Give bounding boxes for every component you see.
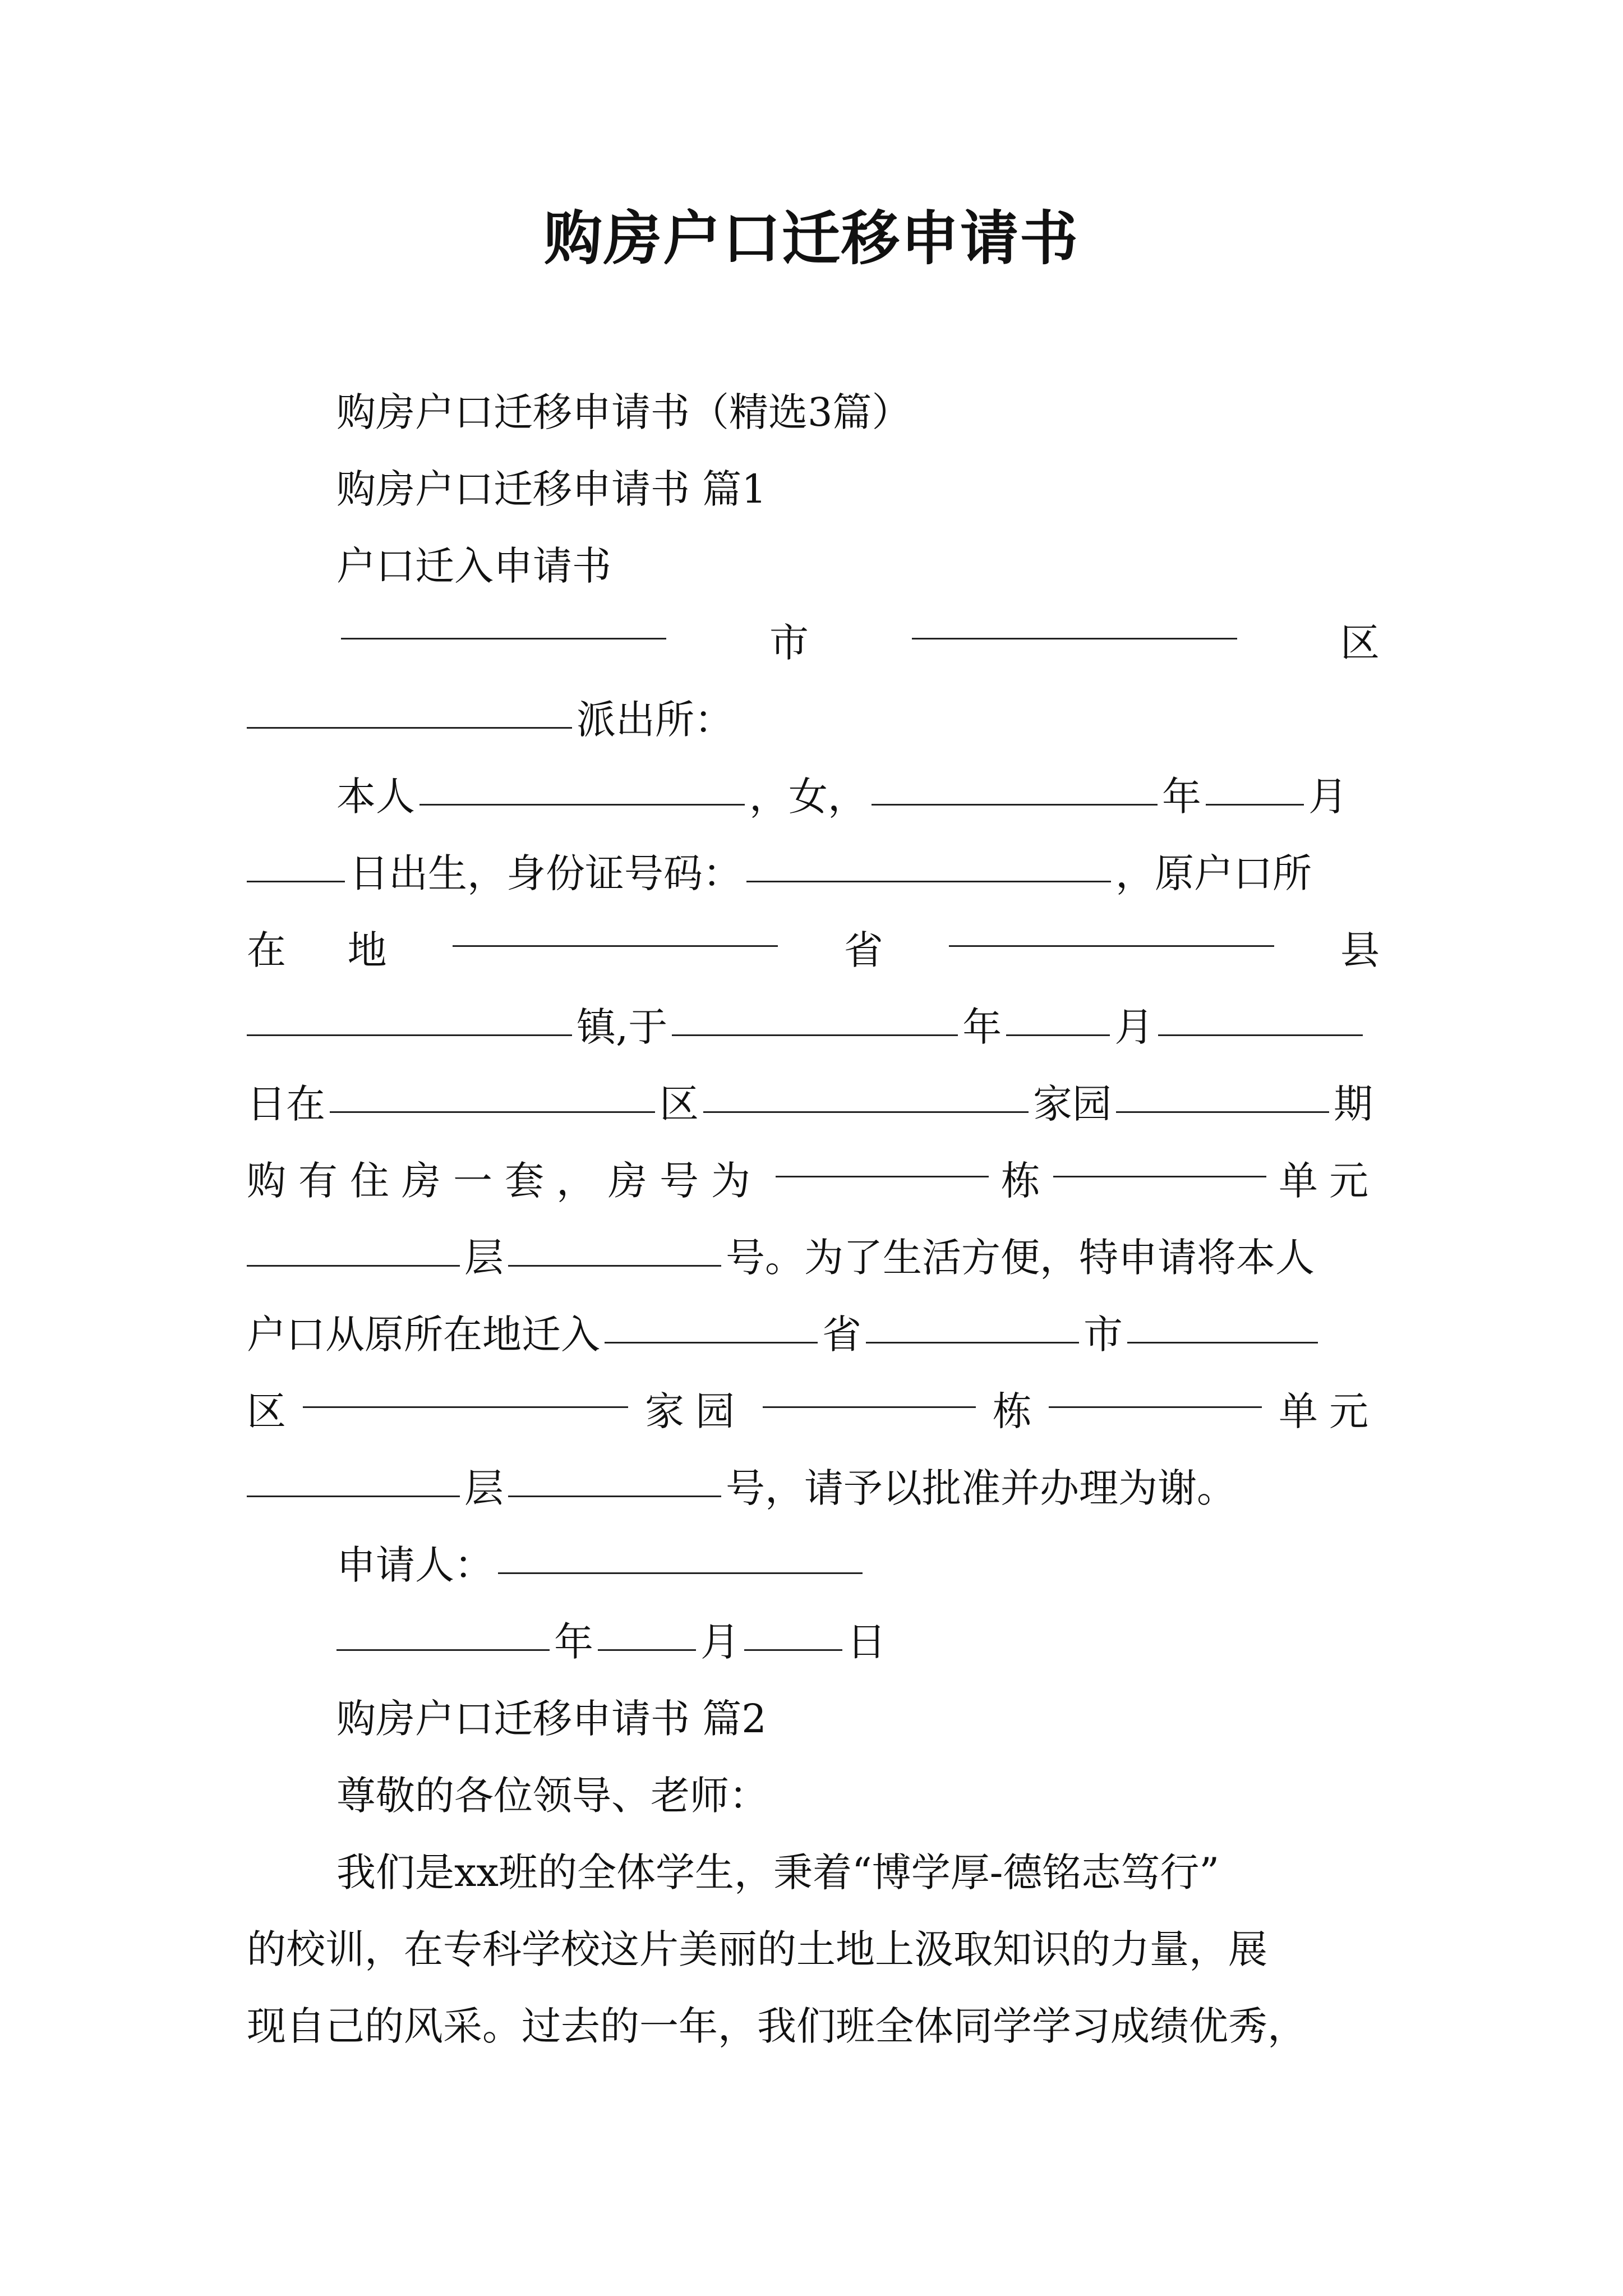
purchase-line-2	[247, 1220, 1380, 1296]
label-qu3: 区	[247, 1388, 286, 1434]
paragraph-line: 的校训，在专科学校这片美丽的土地上汲取知识的力量，展	[247, 1926, 1267, 1972]
label-xian: 县	[1340, 927, 1380, 973]
label-ri-zai: 日在	[247, 1081, 325, 1127]
label-gou-you: 购有住房一套，房号为	[247, 1158, 763, 1204]
blank-birth-year	[872, 804, 1158, 806]
blank-garden	[703, 1111, 1029, 1113]
label-benren: 本人	[336, 774, 415, 820]
blank-room	[508, 1265, 721, 1267]
label-sign-ri: 日	[847, 1619, 886, 1665]
blank-district	[912, 638, 1237, 639]
blank-district-2	[330, 1111, 655, 1113]
label-hao-request: 号，请予以批准并办理为谢。	[726, 1465, 1236, 1511]
label-jiayuan2: 家园	[645, 1388, 746, 1434]
blank-county	[949, 945, 1274, 947]
signature-date-line	[247, 1604, 1469, 1681]
label-hao-reason: 号。为了生活方便，特申请将本人	[726, 1235, 1315, 1281]
label-nian2: 年	[962, 1004, 1002, 1050]
person-line-1	[247, 758, 1380, 835]
form-heading: 户口迁入申请书	[336, 543, 611, 589]
blank-target-building	[763, 1406, 976, 1408]
label-yuan-hukou: ，原户口所	[1115, 850, 1312, 896]
label-zai: 在	[247, 927, 286, 973]
blank-target-unit	[1049, 1406, 1262, 1408]
label-qu: 区	[1340, 620, 1380, 666]
person-line-4	[247, 989, 1380, 1066]
person-line-5	[247, 1066, 1380, 1143]
blank-station	[247, 727, 572, 729]
label-di: 地	[347, 927, 387, 973]
label-nv: ，女，	[749, 774, 867, 820]
section1-heading: 购房户口迁移申请书 篇1	[336, 466, 767, 512]
label-yue: 月	[1308, 774, 1348, 820]
blank-phase	[1116, 1111, 1329, 1113]
blank-target-city	[866, 1342, 1079, 1343]
label-dong: 栋	[1001, 1158, 1040, 1204]
blank-town	[247, 1034, 572, 1036]
label-sign-nian: 年	[554, 1619, 593, 1665]
section2-heading: 购房户口迁移申请书 篇2	[336, 1696, 767, 1742]
blank-target-district	[1127, 1342, 1318, 1343]
blank-target-garden	[303, 1406, 628, 1408]
blank-purchase-day	[1158, 1034, 1363, 1036]
document-subtitle: 购房户口迁移申请书（精选3篇）	[336, 389, 911, 435]
blank-purchase-month	[1006, 1034, 1110, 1036]
person-line-3	[247, 912, 1380, 989]
blank-floor	[247, 1265, 460, 1267]
purchase-line-5	[247, 1450, 1380, 1527]
label-ceng: 层	[464, 1235, 504, 1281]
label-shi: 市	[769, 620, 809, 666]
purchase-line-4	[247, 1373, 1380, 1450]
purchase-line-1	[247, 1143, 1380, 1220]
label-qu2: 区	[660, 1081, 699, 1127]
label-qi: 期	[1334, 1081, 1373, 1127]
label-jiayuan: 家园	[1033, 1081, 1112, 1127]
blank-birth-day	[247, 881, 345, 882]
label-zhen-yu: 镇,于	[577, 1004, 668, 1050]
paragraph-line: 现自己的风采。过去的一年，我们班全体同学学习成绩优秀，	[247, 2003, 1307, 2049]
label-yue2: 月	[1114, 1004, 1154, 1050]
label-applicant: 申请人：	[336, 1542, 494, 1588]
label-sign-yue: 月	[700, 1619, 740, 1665]
document-title: 购房户口迁移申请书	[543, 204, 1079, 273]
blank-sign-year	[336, 1649, 550, 1651]
blank-birth-month	[1206, 804, 1304, 806]
blank-building	[776, 1176, 989, 1177]
label-dong2: 栋	[993, 1388, 1032, 1434]
blank-target-room	[508, 1496, 721, 1497]
label-ceng2: 层	[464, 1465, 504, 1511]
blank-target-floor	[247, 1496, 460, 1497]
blank-city	[341, 638, 666, 639]
label-ri-chusheng: 日出生，身份证号码：	[349, 850, 742, 896]
blank-name	[419, 804, 745, 806]
purchase-line-3	[247, 1296, 1380, 1373]
blank-province	[453, 945, 778, 947]
label-sheng: 省	[843, 927, 883, 973]
blank-purchase-year	[672, 1034, 958, 1036]
label-danyuan: 单元	[1279, 1158, 1380, 1204]
greeting: 尊敬的各位领导、老师：	[336, 1773, 768, 1819]
label-danyuan2: 单元	[1279, 1388, 1380, 1434]
blank-sign-day	[744, 1649, 842, 1651]
paragraph-line: 我们是xx班的全体学生，秉着“博学厚-德铭志笃行”	[336, 1849, 1220, 1895]
label-shi2: 市	[1083, 1312, 1123, 1358]
address-line-2	[247, 682, 1380, 758]
blank-applicant	[498, 1572, 863, 1574]
blank-unit	[1053, 1176, 1266, 1177]
label-sheng2: 省	[822, 1312, 861, 1358]
signature-applicant-line	[247, 1527, 1469, 1604]
blank-id-number	[746, 881, 1111, 882]
blank-target-province	[605, 1342, 818, 1343]
label-paichusuo: 派出所：	[577, 697, 734, 743]
label-hukou-qianru: 户口从原所在地迁入	[247, 1312, 600, 1358]
blank-sign-month	[598, 1649, 696, 1651]
person-line-2	[247, 835, 1380, 912]
label-nian: 年	[1162, 774, 1201, 820]
address-line-1	[247, 605, 1380, 682]
